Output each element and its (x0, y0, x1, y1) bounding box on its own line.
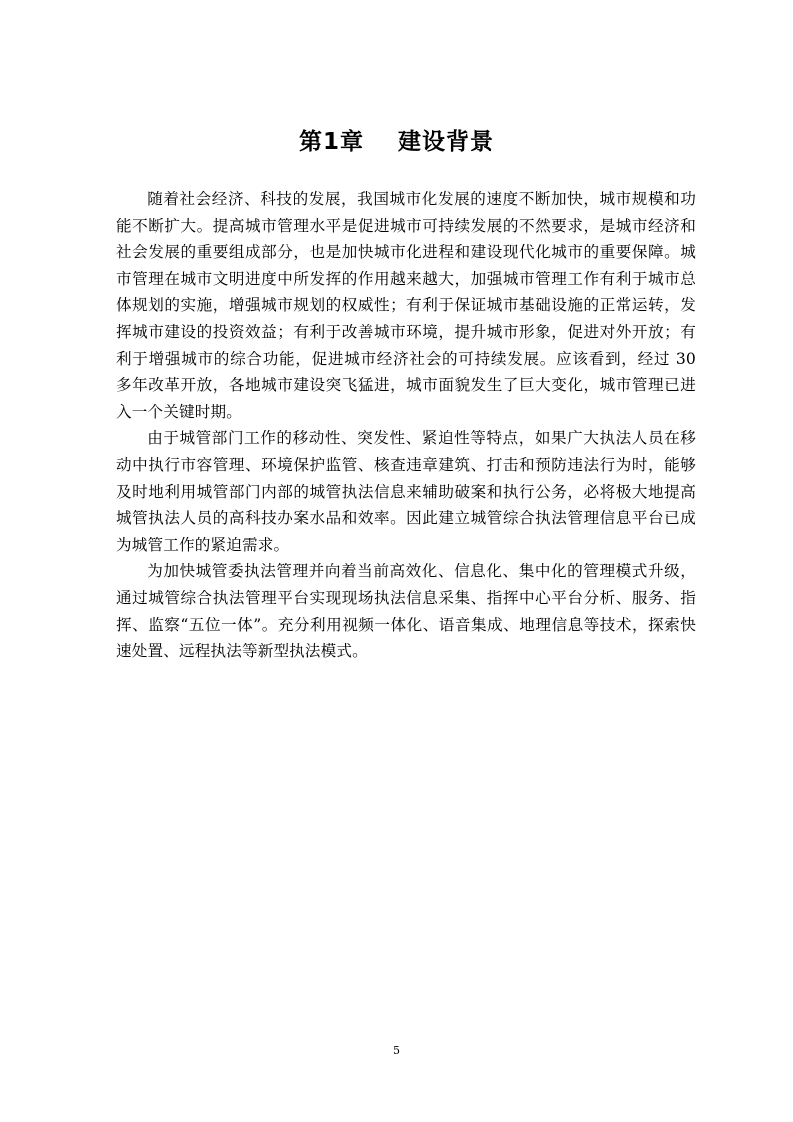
chapter-title: 建设背景 (398, 129, 494, 156)
chapter-heading (0, 125, 793, 159)
page-number: 5 (393, 1044, 400, 1057)
paragraph-mobile-enforcement: 由于城管部门工作的移动性、突发性、紧迫性等特点，如果广大执法人员在移动中执行市容管理、环境保护监管、核查违章建筑、打击和预防违法行为时，能够及时地利用城管部门内部的城管执法信息来辅助破案和执行公务，必将极大地提高城管执法人员的高科技办案水品和效率。因此建立城管综合执法管理信息平台已成为城管工作的紧迫需求。 (116, 429, 696, 554)
paragraph-background-urbanization: 随着社会经济、科技的发展，我国城市化发展的速度不断加快，城市规模和功能不断扩大。提高城市管理水平是促进城市可持续发展的不然要求，是城市经济和社会发展的重要组成部分，也是加快城市化进程和建设现代化城市的重要保障。城市管理在城市文明进度中所发挥的作用越来越大，加强城市管理工作有利于城市总体规划的实施，增强城市规划的权威性；有利于保证城市基础设施的正常运转，发挥城市建设的投资效益；有利于改善城市环境，提升城市形象，促进对外开放；有利于增强城市的综合功能，促进城市经济社会的可持续发展。应该看到，经过 30 多年改革开放，各地城市建设突飞猛进，城市面貌发生了巨大变化，城市管理已进入一个关键时期。 (116, 190, 696, 421)
paragraph-platform-goals: 为加快城管委执法管理并向着当前高效化、信息化、集中化的管理模式升级，通过城管综合执法管理平台实现现场执法信息采集、指挥中心平台分析、服务、指挥、监察“五位一体”。充分利用视频一体化、语音集成、地理信息等技术，探索快速处置、远程执法等新型执法模式。 (116, 562, 696, 661)
body-text (116, 186, 696, 665)
chapter-number: 第1章 (298, 129, 364, 156)
